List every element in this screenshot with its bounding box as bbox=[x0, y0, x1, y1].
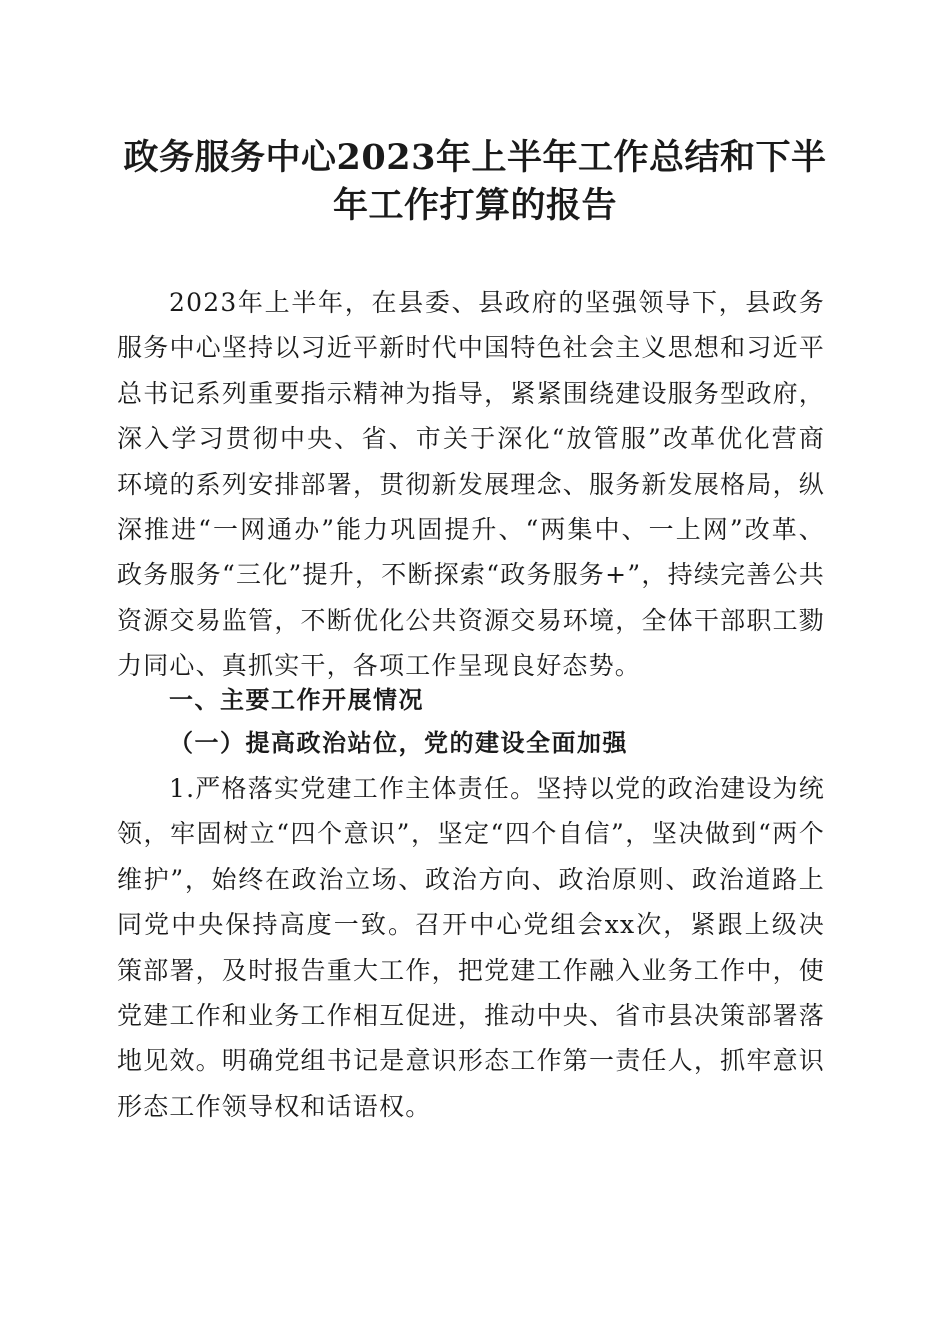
item-paragraph-party-responsibility: 1.严格落实党建工作主体责任。坚持以党的政治建设为统领，牢固树立“四个意识”，坚定“四个自信”，坚决做到“两个维护”，始终在政治立场、政治方向、政治原则、政治道路上同党中央保持高度一致。召开中心党组会xx次，紧跟上级决策部署，及时报告重大工作，把党建工作融入业务工作中，使党建工作和业务工作相互促进，推动中央、省市县决策部署落地见效。明确党组书记是意识形态工作第一责任人，抓牢意识形态工作领导权和话语权。 bbox=[117, 774, 825, 1121]
section-heading-main-work: 一、主要工作开展情况 bbox=[169, 686, 424, 714]
subsection-heading-party-building: （一）提高政治站位，党的建设全面加强 bbox=[169, 728, 628, 757]
intro-paragraph: 2023年上半年，在县委、县政府的坚强领导下，县政务服务中心坚持以习近平新时代中国特色社会主义思想和习近平总书记系列重要指示精神为指导，紧紧围绕建设服务型政府，深入学习贯彻中央、省、市关于深化“放管服”改革优化营商环境的系列安排部署，贯彻新发展理念、服务新发展格局，纵深推进“一网通办”能力巩固提升、“两集中、一上网”改革、政务服务“三化”提升，不断探索“政务服务+”，持续完善公共资源交易监管，不断优化公共资源交易环境，全体干部职工勠力同心、真抓实干，各项工作呈现良好态势。 bbox=[117, 288, 825, 681]
document-title: 政务服务中心2023年上半年工作总结和下半年工作打算的报告 bbox=[123, 137, 827, 226]
